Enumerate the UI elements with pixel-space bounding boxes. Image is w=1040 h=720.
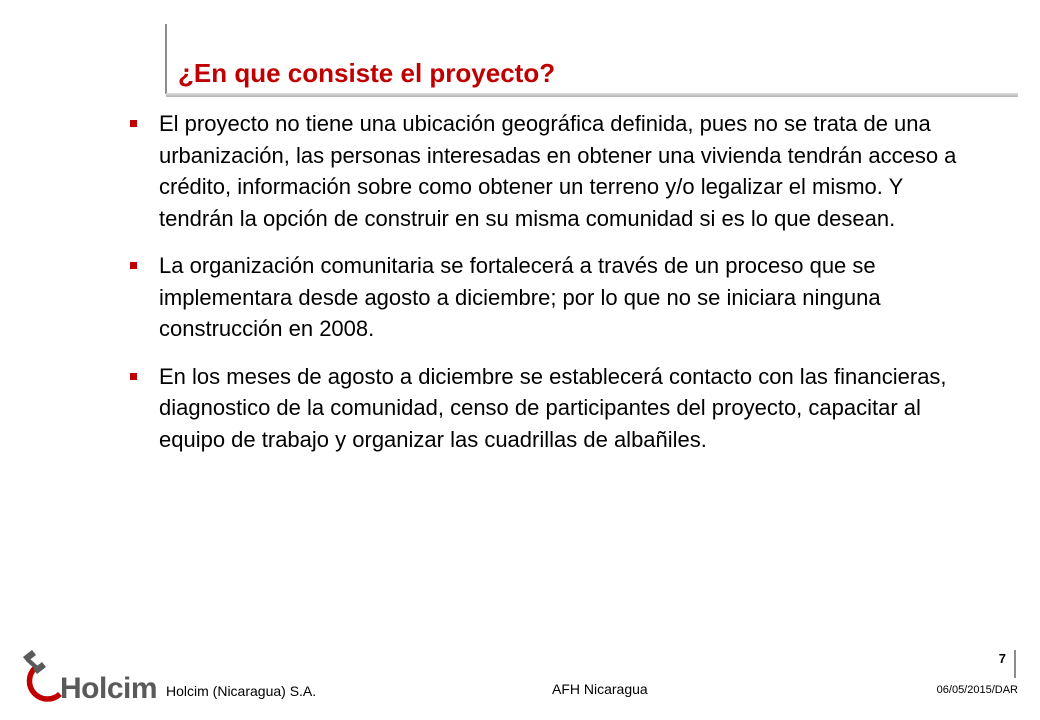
footer-company: Holcim (Nicaragua) S.A. xyxy=(166,683,317,699)
title-divider-vertical xyxy=(165,24,167,94)
square-bullet-icon xyxy=(130,120,137,127)
footer-date: 06/05/2015/DAR xyxy=(936,684,1018,696)
bullet-item xyxy=(120,361,980,456)
square-bullet-icon xyxy=(130,373,137,380)
bullet-list xyxy=(120,108,980,471)
bullet-item xyxy=(120,250,980,345)
bullet-text: El proyecto no tiene una ubicación geográfica definida, pues no se trata de una urbanización, las personas interesadas en obtener una vivienda tendrán acceso a crédito, información sobre como obtener un terreno y/o legalizar el mismo. Y tendrán la opción de construir en su misma comunidad si es lo que desean. xyxy=(159,111,957,231)
title-divider-horizontal xyxy=(166,93,1018,97)
holcim-logo xyxy=(20,648,158,706)
slide-title: ¿En que consiste el proyecto? xyxy=(178,58,556,88)
page-number: 7 xyxy=(998,651,1006,666)
footer-department: AFH Nicaragua xyxy=(552,681,648,697)
logo-wordmark: Holcim xyxy=(60,672,158,705)
bullet-item xyxy=(120,108,980,234)
square-bullet-icon xyxy=(130,262,137,269)
bullet-text: La organización comunitaria se fortalecerá a través de un proceso que se implementara desde agosto a diciembre; por lo que no se iniciara ninguna construcción en 2008. xyxy=(159,253,881,341)
bullet-text: En los meses de agosto a diciembre se establecerá contacto con las financieras, diagnostico de la comunidad, censo de participantes del proyecto, capacitar al equipo de trabajo y organizar las cuadrillas de albañiles. xyxy=(159,363,947,452)
footer-divider xyxy=(1014,650,1016,678)
